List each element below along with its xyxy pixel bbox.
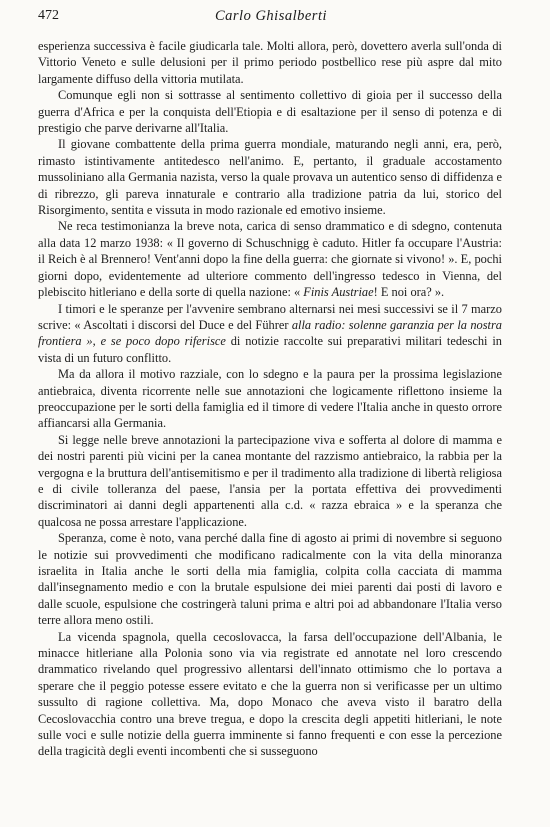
paragraph-5-text-end: di notizie raccolte sui preparativi militari tedeschi in vista di un futuro conflitto.: [38, 334, 502, 365]
paragraph-5: [38, 301, 502, 367]
paragraph-4: [38, 218, 502, 300]
paragraph-4-text-end: ! E noi ora? ».: [373, 285, 445, 300]
paragraph-9: La vicenda spagnola, quella cecoslovacca, la farsa dell'occupazione dell'Albania, le minacce hitleriane alla Polonia sono via via registrate ed annotate nel loro crescendo drammatico rivelando quel progressivo allentarsi dell'innato ottimismo che lo portava a sperare che il peggio potesse essere evitato e che la guerra non si verificasse per un ultimo sussulto di ragione collettiva. Ma, dopo Monaco che aveva visto il baratro della Cecoslovacchia contro una breve tregua, e dopo la crescita degli appetiti hitleriani, le note sulle voci e sulle notizie della guerra imminente si fanno frequenti e con esse la percezione della tragicità degli eventi incombenti che si susseguono: [38, 629, 502, 759]
paragraph-2: Comunque egli non si sottrasse al sentimento collettivo di gioia per il successo della guerra d'Africa e per la conquista dell'Etiopia e di esaltazione per il senso di potenza e di prestigio che parve derivarne all'Italia.: [38, 88, 502, 136]
body-text: [38, 38, 502, 760]
paragraph-1: esperienza successiva è facile giudicarla tale. Molti allora, però, dovettero averla sull'onda di Vittorio Veneto e sulle delusioni per il primo periodo postbellico rese più aspre dal mito largamente diffuso della vittoria mutilata.: [38, 39, 502, 86]
paragraph-5-italic: alla radio: solenne garanzia per la nostra frontiera », e se poco dopo riferisce: [38, 317, 502, 349]
page-header: [38, 8, 504, 30]
paragraph-5-text: I timori e le speranze per l'avvenire sembrano alternarsi nei mesi successivi se il 7 marzo scrive: « Ascoltati i discorsi del Duce e del Führer: [38, 301, 502, 332]
running-title: Carlo Ghisalberti: [214, 8, 328, 24]
paragraph-3: Il giovane combattente della prima guerra mondiale, maturando negli anni, era, però, rimasto istintivamente antitedesco nell'animo. E, pertanto, il graduale accostamento mussoliniano alla Germania nazista, verso la quale provava un autentico senso di diffidenza e di ribrezzo, gli pareva innaturale e contrario alla tradizione patria da lui, storico del Risorgimento, sentita e vissuta in modo razionale ed emotivo insieme.: [38, 137, 502, 218]
paragraph-8: Speranza, come è noto, vana perché dalla fine di agosto ai primi di novembre si seguono le notizie sui provvedimenti che modificano radicalmente con la vita della minoranza israelita in Italia anche le sorti della mia famiglia, colpita colla cacciata di mamma dall'insegnamento medio e con la brutale espulsione dei miei parenti dai posti di lavoro e dalle scuole, espulsione che costringerà taluni prima e altri poi ad abbandonare l'Italia verso terre allora meno ostili.: [38, 531, 502, 628]
paragraph-4-text: Ne reca testimonianza la breve nota, carica di senso drammatico e di sdegno, contenuta alla data 12 marzo 1938: « Il governo di Schuschnigg è caduto. Hitler fa occupare l'Austria: il Reich è al Brennero! Vent'anni dopo la fine della guerra: che giornate si vivono! ». E, pochi giorni dopo, evidentemente ad ulteriore commento dell'ingresso tedesco in Vienna, del plebiscito hitleriano e della sorte di quella nazione: «: [38, 219, 502, 300]
paragraph-4-italic: Finis Austriae: [303, 285, 374, 300]
paragraph-6: Ma da allora il motivo razziale, con lo sdegno e la paura per la prossima legislazione antiebraica, diventa ricorrente nelle sue annotazioni che logicamente riflettono insieme la preoccupazione per le sorti della famiglia ed il timore di vedere l'Italia anche in questo orrore affiancarsi alla Germania.: [38, 367, 502, 431]
page-number: 472: [38, 8, 59, 23]
paragraph-7: Si legge nelle breve annotazioni la partecipazione viva e sofferta al dolore di mamma e dei nostri parenti più vicini per la canea montante del razzismo antiebraico, la rabbia per la vergogna e la bruttura dell'antisemitismo e per il tradimento alla tradizione di libertà religiosa e di civile tolleranza del paese, l'ansia per la portata effettiva dei provvedimenti discriminatori ai danni degli appartenenti alla c.d. « razza ebraica » e la speranza che qualcosa ne possa arrestare l'applicazione.: [38, 432, 502, 529]
